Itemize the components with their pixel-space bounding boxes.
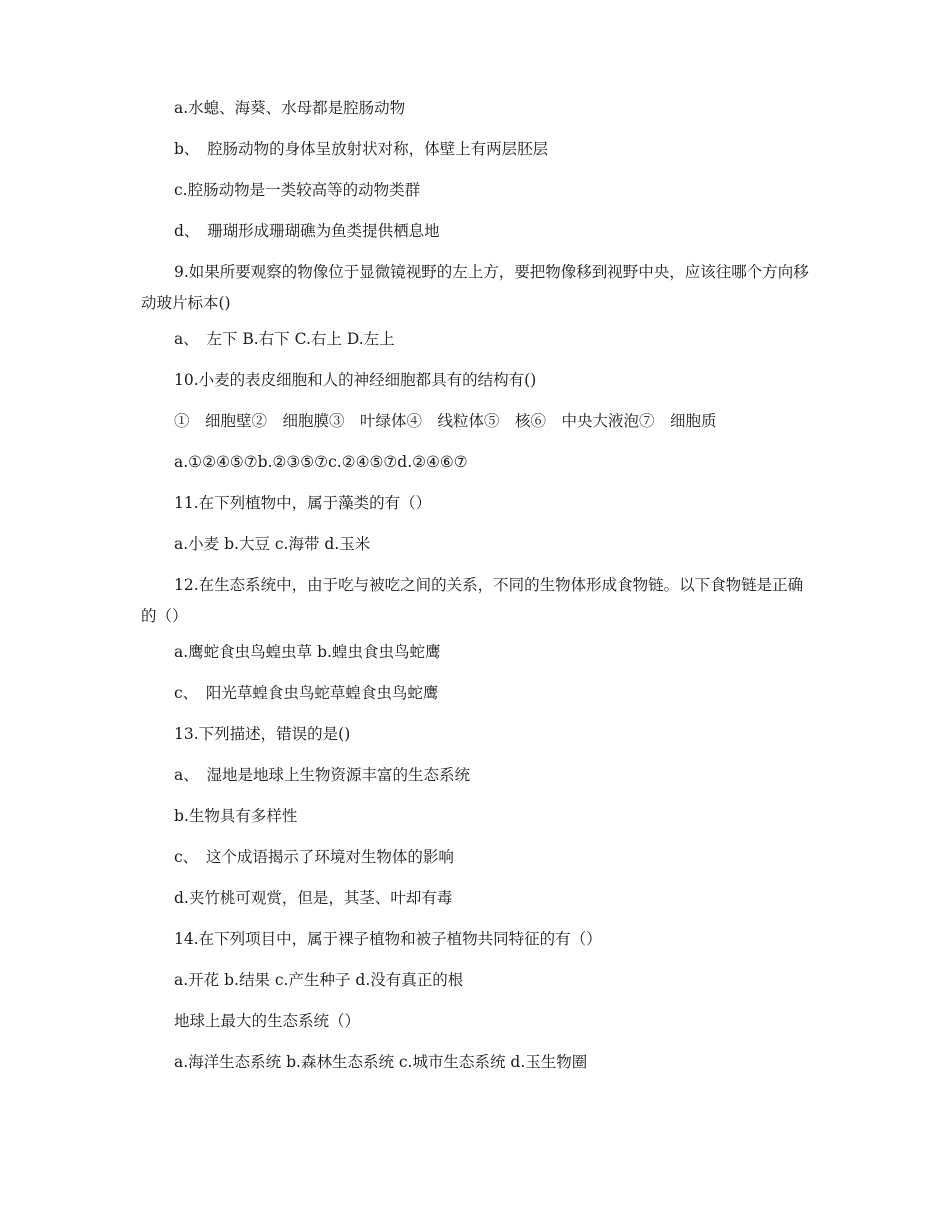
question-12: 12.在生态系统中，由于吃与被吃之间的关系，不同的生物体形成食物链。以下食物链是正确的（） [141, 576, 804, 625]
option-line: a.海洋生态系统 b.森林生态系统 c.城市生态系统 d.玉生物圈 [174, 1053, 588, 1071]
option-line: d.夹竹桃可观赏，但是，其茎、叶却有毒 [174, 889, 453, 907]
option-line: c、 这个成语揭示了环境对生物体的影响 [174, 848, 454, 866]
option-line: a.开花 b.结果 c.产生种子 d.没有真正的根 [174, 971, 464, 989]
option-line: a、 湿地是地球上生物资源丰富的生态系统 [174, 766, 470, 784]
question-10: 10.小麦的表皮细胞和人的神经细胞都具有的结构有() [174, 371, 537, 389]
structure-list: ① 细胞壁② 细胞膜③ 叶绿体④ 线粒体⑤ 核⑥ 中央大液泡⑦ 细胞质 [174, 412, 717, 430]
option-line: c.腔肠动物是一类较高等的动物类群 [174, 181, 421, 199]
option-line: c、 阳光草蝗食虫鸟蛇草蝗食虫鸟蛇鹰 [174, 684, 439, 702]
question-13: 13.下列描述，错误的是() [174, 725, 351, 743]
question-11: 11.在下列植物中，属于藻类的有（） [174, 494, 432, 512]
question-14: 14.在下列项目中，属于裸子植物和被子植物共同特征的有（） [174, 930, 602, 948]
option-line: a、 左下 B.右下 C.右上 D.左上 [174, 330, 395, 348]
question-15: 地球上最大的生态系统（） [174, 1012, 361, 1030]
option-line: a.小麦 b.大豆 c.海带 d.玉米 [174, 535, 371, 553]
option-line: a.鹰蛇食虫鸟蝗虫草 b.蝗虫食虫鸟蛇鹰 [174, 643, 441, 661]
option-line: a.水螅、海葵、水母都是腔肠动物 [174, 99, 406, 117]
option-line: b、 腔肠动物的身体呈放射状对称，体壁上有两层胚层 [174, 140, 549, 158]
option-line: a.①②④⑤⑦b.②③⑤⑦c.②④⑤⑦d.②④⑥⑦ [174, 453, 468, 471]
question-9: 9.如果所要观察的物像位于显微镜视野的左上方，要把物像移到视野中央，应该往哪个方向移动玻片标本() [141, 263, 809, 312]
option-line: b.生物具有多样性 [174, 807, 298, 825]
option-line: d、 珊瑚形成珊瑚礁为鱼类提供栖息地 [174, 222, 440, 240]
